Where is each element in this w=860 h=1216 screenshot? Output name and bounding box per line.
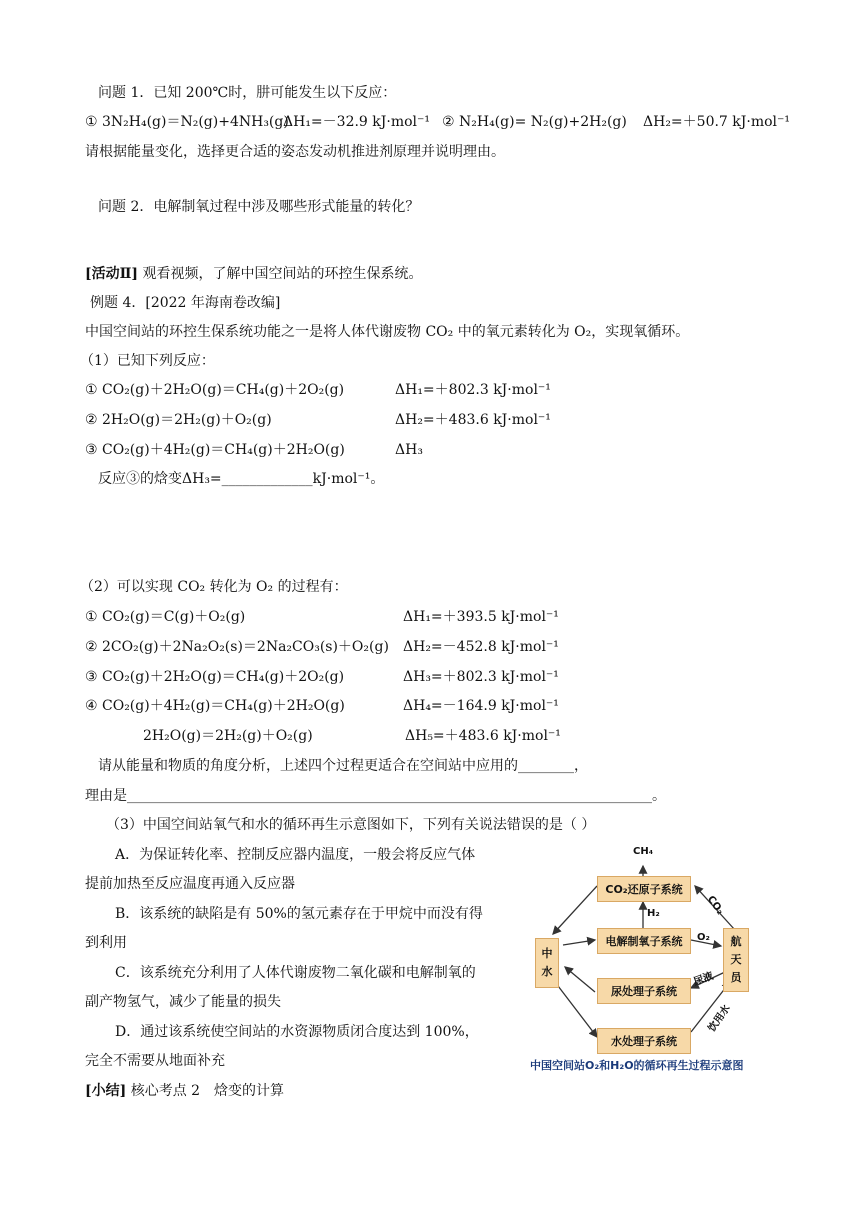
electrolysis-subsystem: 电解制氧子系统 [597,928,691,954]
water-node [535,938,559,988]
co2-label: CO₂ [704,894,726,917]
option-b-line-1: B．该系统的缺陷是有 50%的氢元素存在于甲烷中而没有得 [115,906,483,922]
p1-dh-3: ΔH₃ [395,442,423,458]
option-a-line-2: 提前加热至反应温度再通入反应器 [85,876,295,892]
water-subsystem: 水处理子系统 [597,1028,691,1054]
summary [85,1081,284,1101]
astronaut-char-2: 天 [730,953,742,966]
diagram-caption: 中国空间站O₂和H₂O的循环再生过程示意图 [530,1059,744,1072]
drinking-water-label: 饮用水 [706,1003,733,1035]
astronaut-node [723,928,749,992]
p2-dh-3: ΔH₃=＋802.3 kJ·mol⁻¹ [403,669,559,685]
q1-reaction-2-enthalpy: ΔH₂=＋50.7 kJ·mol⁻¹ [643,114,791,130]
o2-label: O₂ [697,932,710,943]
q1-ask: 请根据能量变化，选择更合适的姿态发动机推进剂原理并说明理由。 [85,144,505,160]
p1-dh-1: ΔH₁=＋802.3 kJ·mol⁻¹ [395,382,551,398]
p1-eq-2: ② 2H₂O(g)＝2H₂(g)＋O₂(g) [85,412,272,428]
water-node-char-2: 水 [541,965,553,978]
summary-tag: [小结] [85,1083,127,1099]
astronaut-char-3: 员 [730,971,742,984]
p2-eq-4: ④ CO₂(g)＋4H₂(g)＝CH₄(g)＋2H₂O(g) [85,698,345,714]
option-d-line-1: D．通过该系统使空间站的水资源物质闭合度达到 100%， [115,1024,479,1040]
p2-dh-4: ΔH₄=－164.9 kJ·mol⁻¹ [403,698,559,714]
p2-eq-5: 2H₂O(g)＝2H₂(g)＋O₂(g) [143,728,313,744]
p2-eq-3: ③ CO₂(g)＋2H₂O(g)＝CH₄(g)＋2O₂(g) [85,669,345,685]
urine-subsystem: 尿处理子系统 [597,978,691,1004]
p2-ask-2: 理由是___________________________________________________________________________。 [85,788,666,804]
example-4-title: 例题 4．[2022 年海南卷改编] [90,295,281,311]
part-2-title: （2）可以实现 CO₂ 转化为 O₂ 的过程有： [80,579,348,595]
p1-eq-1: ① CO₂(g)＋2H₂O(g)＝CH₄(g)＋2O₂(g) [85,382,345,398]
question-2-title: 问题 2．电解制氧过程中涉及哪些形式能量的转化？ [98,199,420,215]
option-a-line-1: A．为保证转化率、控制反应器内温度，一般会将反应气体 [115,847,476,863]
p1-eq-3: ③ CO₂(g)＋4H₂(g)＝CH₄(g)＋2H₂O(g) [85,442,345,458]
summary-text: 核心考点 2 焓变的计算 [130,1083,285,1099]
q1-reaction-1-enthalpy: ΔH₁=－32.9 kJ·mol⁻¹ [283,114,431,130]
ch4-label: CH₄ [633,846,654,857]
co2-reduction-subsystem: CO₂还原子系统 [597,876,691,902]
p2-ask-1: 请从能量和物质的角度分析，上述四个过程更适合在空间站中应用的________， [98,758,588,774]
option-c-line-1: C．该系统充分利用了人体代谢废物二氧化碳和电解制氧的 [115,965,476,981]
p2-dh-5: ΔH₅=＋483.6 kJ·mol⁻¹ [405,728,561,744]
activity-2-tag: [活动Ⅱ] [85,266,139,282]
p2-dh-2: ΔH₂=－452.8 kJ·mol⁻¹ [403,639,559,655]
part-1-title: （1）已知下列反应： [80,353,215,369]
water-node-char-1: 中 [541,947,553,960]
p2-eq-1: ① CO₂(g)＝C(g)＋O₂(g) [85,609,246,625]
astronaut-char-1: 航 [730,935,742,948]
p2-dh-1: ΔH₁=＋393.5 kJ·mol⁻¹ [403,609,559,625]
option-b-line-2: 到利用 [85,935,127,951]
example-4-intro: 中国空间站的环控生保系统功能之一是将人体代谢废物 CO₂ 中的氧元素转化为 O₂，实现氧循环。 [85,324,690,340]
question-1-title: 问题 1．已知 200℃时，肼可能发生以下反应： [98,85,397,101]
urine-label: 尿液 [692,970,715,988]
h2-label: H₂ [647,908,660,919]
option-d-line-2: 完全不需要从地面补充 [85,1053,225,1069]
activity-2-text: 观看视频，了解中国空间站的环控生保系统。 [142,266,423,282]
cycle-diagram [525,842,765,1077]
option-c-line-2: 副产物氢气，减少了能量的损失 [85,994,281,1010]
p1-blank: 反应③的焓变ΔH₃=_____________kJ·mol⁻¹。 [98,471,385,487]
q1-reaction-2: ② N₂H₄(g)= N₂(g)+2H₂(g) [442,114,627,130]
p2-eq-2: ② 2CO₂(g)＋2Na₂O₂(s)＝2Na₂CO₃(s)＋O₂(g) [85,639,389,655]
p1-dh-2: ΔH₂=＋483.6 kJ·mol⁻¹ [395,412,551,428]
activity-2 [85,264,423,284]
part-3-title: （3）中国空间站氧气和水的循环再生示意图如下，下列有关说法错误的是（ ） [106,817,596,833]
q1-reaction-1: ① 3N₂H₄(g)＝N₂(g)+4NH₃(g) [85,114,289,130]
